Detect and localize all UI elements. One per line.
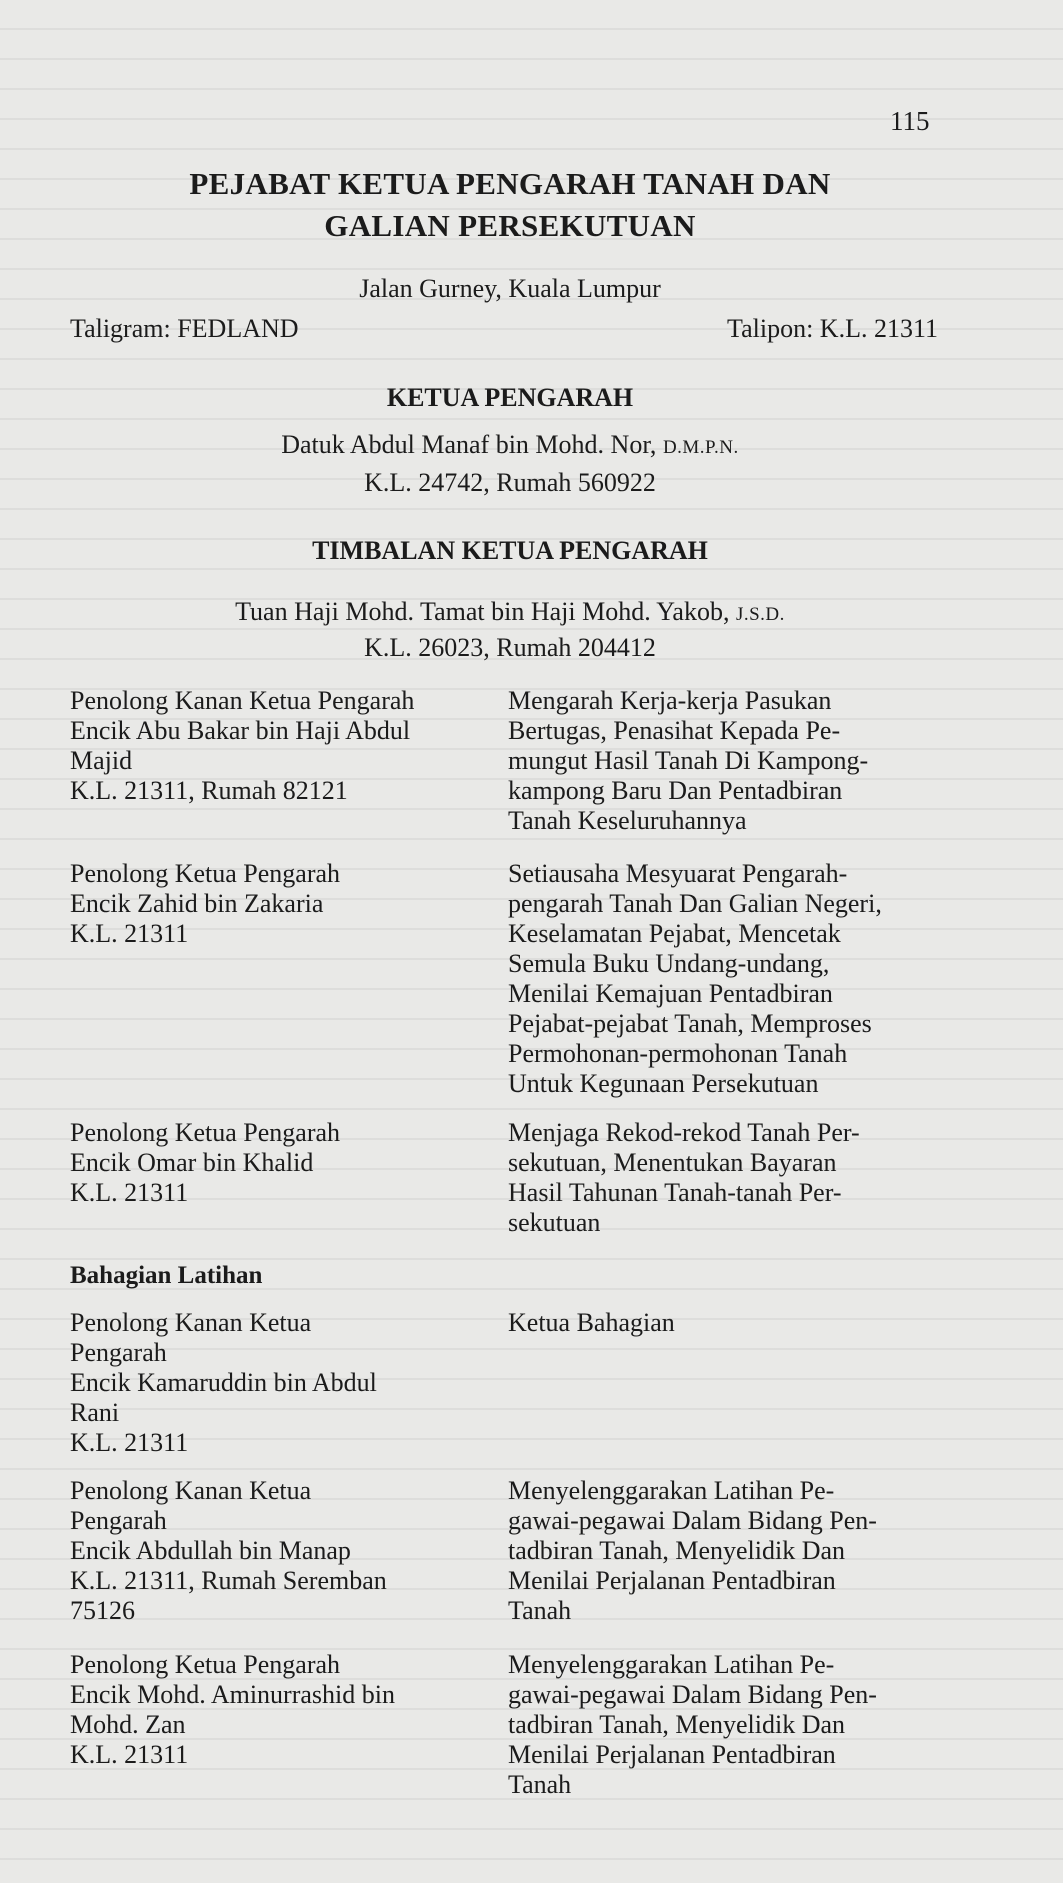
entry-line: K.L. 21311, Rumah Seremban [70,1566,387,1595]
office-address: Jalan Gurney, Kuala Lumpur [359,274,661,303]
entry-line: Majid [70,746,133,775]
duty-line: Mengarah Kerja-kerja Pasukan [508,686,832,715]
entry-line: Encik Kamaruddin bin Abdul [70,1368,377,1397]
duty-line: kampong Baru Dan Pentadbiran [508,776,843,805]
entry-line: K.L. 21311, Rumah 82121 [70,776,348,805]
duty-line: tadbiran Tanah, Menyelidik Dan [508,1536,846,1565]
duty-line: gawai-pegawai Dalam Bidang Pen- [508,1680,877,1709]
duty-line: Semula Buku Undang-undang, [508,949,830,978]
duty-line: Menilai Perjalanan Pentadbiran [508,1566,836,1595]
deputy-name [60,597,960,627]
duty-line: Pejabat-pejabat Tanah, Memproses [508,1009,872,1038]
duty-line: Setiausaha Mesyuarat Pengarah- [508,859,848,888]
duty-line: Menilai Kemajuan Pentadbiran [508,979,833,1008]
duty-line: Keselamatan Pejabat, Mencetak [508,919,841,948]
duty-line: gawai-pegawai Dalam Bidang Pen- [508,1506,877,1535]
duty-line: Untuk Kegunaan Persekutuan [508,1069,819,1098]
director-general-phone: K.L. 24742, Rumah 560922 [364,468,656,497]
entry-line: 75126 [70,1596,135,1625]
duty-line: Ketua Bahagian [508,1308,675,1337]
entry-officer [70,1308,490,1458]
telegram-address: Taligram: FEDLAND [70,314,299,343]
duty-line: Menyelenggarakan Latihan Pe- [508,1476,835,1505]
entry-duties [508,686,938,836]
entry-line: K.L. 21311 [70,1428,189,1457]
entry-duties [508,1118,938,1238]
duty-line: mungut Hasil Tanah Di Kampong- [508,746,869,775]
entry-officer [70,1650,490,1770]
page-title-line-1: PEJABAT KETUA PENGARAH TANAH DAN [189,166,831,201]
page-title-line-2: GALIAN PERSEKUTUAN [324,208,696,243]
entry-duties [508,859,938,1099]
duty-line: Menyelenggarakan Latihan Pe- [508,1650,835,1679]
entry-line: Penolong Ketua Pengarah [70,859,341,888]
telephone-number: Talipon: K.L. 21311 [727,314,938,343]
entry-line: Encik Abu Bakar bin Haji Abdul [70,716,411,745]
entry-duties [508,1476,938,1626]
director-general-name-text: Datuk Abdul Manaf bin Mohd. Nor, [281,430,657,459]
duty-line: Tanah [508,1770,572,1799]
entry-officer [70,1476,490,1626]
deputy-honours: J.S.D. [735,604,785,625]
director-general-honours: D.M.P.N. [662,437,739,458]
deputy-phone: K.L. 26023, Rumah 204412 [364,633,656,662]
page-number: 115 [890,106,930,136]
duty-line: sekutuan [508,1208,601,1237]
entry-officer [70,1118,490,1208]
entry-line: K.L. 21311 [70,1740,189,1769]
duty-line: Tanah [508,1596,572,1625]
duty-line: Hasil Tahunan Tanah-tanah Per- [508,1178,842,1207]
entry-duties [508,1308,938,1338]
entry-line: K.L. 21311 [70,1178,189,1207]
director-general-name [60,430,960,460]
duty-line: Menjaga Rekod-rekod Tanah Per- [508,1118,860,1147]
entry-line: Mohd. Zan [70,1710,186,1739]
director-general-heading: KETUA PENGARAH [386,383,634,412]
deputy-heading: TIMBALAN KETUA PENGARAH [312,536,708,565]
entry-line: K.L. 21311 [70,919,189,948]
duty-line: Bertugas, Penasihat Kepada Pe- [508,716,841,745]
deputy-name-text: Tuan Haji Mohd. Tamat bin Haji Mohd. Yakob, [235,597,730,626]
entry-line: Pengarah [70,1506,167,1535]
duty-line: Permohonan-permohonan Tanah [508,1039,848,1068]
entry-line: Penolong Kanan Ketua [70,1476,312,1505]
entry-line: Encik Omar bin Khalid [70,1148,314,1177]
entry-line: Encik Zahid bin Zakaria [70,889,324,918]
duty-line: tadbiran Tanah, Menyelidik Dan [508,1710,846,1739]
entry-line: Encik Abdullah bin Manap [70,1536,351,1565]
duty-line: pengarah Tanah Dan Galian Negeri, [508,889,882,918]
entry-line: Rani [70,1398,120,1427]
duty-line: Menilai Perjalanan Pentadbiran [508,1740,836,1769]
entry-line: Penolong Kanan Ketua Pengarah [70,686,415,715]
entry-line: Pengarah [70,1338,167,1367]
entry-officer [70,859,490,949]
duty-line: Tanah Keseluruhannya [508,806,747,835]
entry-officer [70,686,490,806]
entry-line: Penolong Ketua Pengarah [70,1650,341,1679]
training-section-heading: Bahagian Latihan [70,1262,263,1289]
entry-duties [508,1650,938,1800]
entry-line: Encik Mohd. Aminurrashid bin [70,1680,395,1709]
entry-line: Penolong Ketua Pengarah [70,1118,341,1147]
entry-line: Penolong Kanan Ketua [70,1308,312,1337]
duty-line: sekutuan, Menentukan Bayaran [508,1148,837,1177]
